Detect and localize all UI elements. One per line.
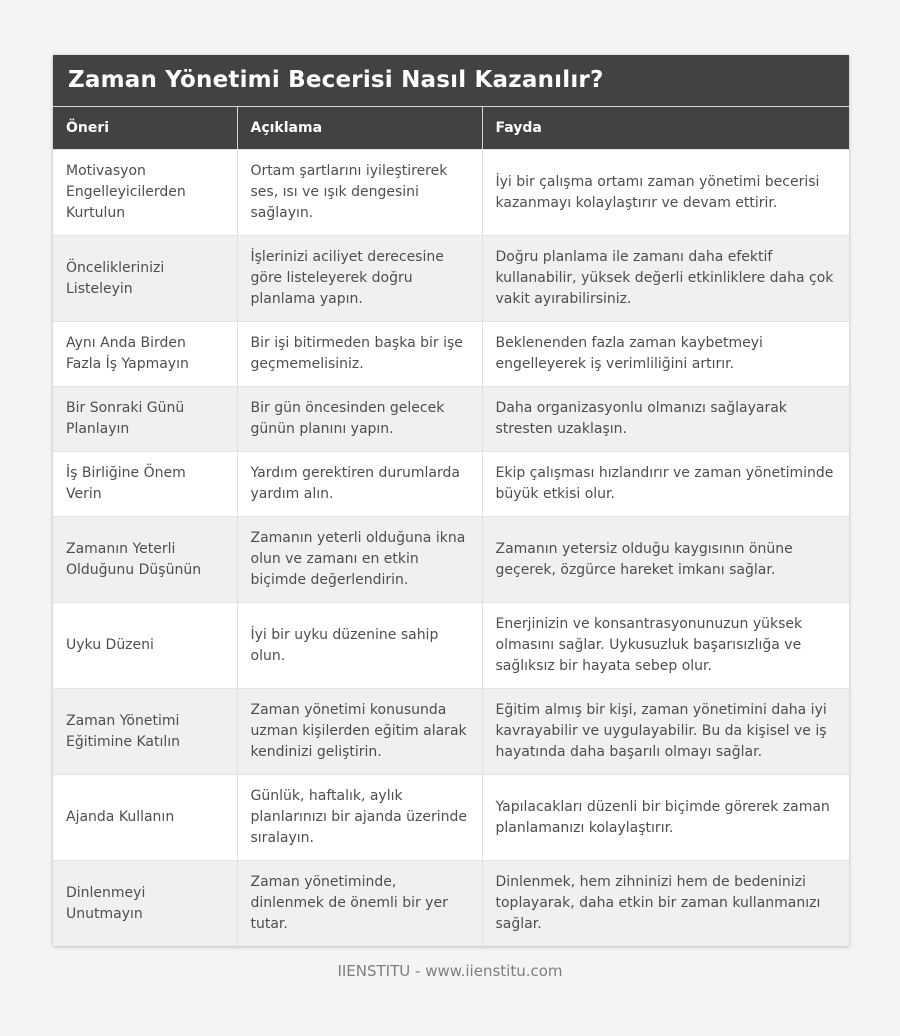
page-title: Zaman Yönetimi Becerisi Nasıl Kazanılır? — [53, 55, 849, 106]
table-row — [53, 775, 849, 861]
table-row — [53, 689, 849, 775]
cell-fayda: Beklenenden fazla zaman kaybetmeyi engelleyerek iş verimliliğini artırır. — [482, 322, 849, 387]
table-row — [53, 452, 849, 517]
cell-fayda: Dinlenmek, hem zihninizi hem de bedeninizi toplayarak, daha etkin bir zaman kullanmanızı sağlar. — [482, 861, 849, 947]
cell-fayda: Daha organizasyonlu olmanızı sağlayarak stresten uzaklaşın. — [482, 387, 849, 452]
column-header-fayda: Fayda — [482, 107, 849, 150]
cell-oneri: Ajanda Kullanın — [53, 775, 237, 861]
cell-aciklama: Zaman yönetiminde, dinlenmek de önemli bir yer tutar. — [237, 861, 482, 947]
time-management-card — [53, 55, 849, 946]
cell-aciklama: İşlerinizi aciliyet derecesine göre listeleyerek doğru planlama yapın. — [237, 236, 482, 322]
table-row — [53, 861, 849, 947]
table-header-row — [53, 107, 849, 150]
table-row — [53, 387, 849, 452]
cell-aciklama: İyi bir uyku düzenine sahip olun. — [237, 603, 482, 689]
cell-fayda: Eğitim almış bir kişi, zaman yönetimini daha iyi kavrayabilir ve uygulayabilir. Bu da kişisel ve iş hayatında daha başarılı olmayı sağlar. — [482, 689, 849, 775]
cell-oneri: Bir Sonraki Günü Planlayın — [53, 387, 237, 452]
cell-oneri: Önceliklerinizi Listeleyin — [53, 236, 237, 322]
cell-aciklama: Günlük, haftalık, aylık planlarınızı bir ajanda üzerinde sıralayın. — [237, 775, 482, 861]
cell-aciklama: Zamanın yeterli olduğuna ikna olun ve zamanı en etkin biçimde değerlendirin. — [237, 517, 482, 603]
table-row — [53, 150, 849, 236]
cell-oneri: Uyku Düzeni — [53, 603, 237, 689]
cell-oneri: Zamanın Yeterli Olduğunu Düşünün — [53, 517, 237, 603]
cell-fayda: Zamanın yetersiz olduğu kaygısının önüne geçerek, özgürce hareket imkanı sağlar. — [482, 517, 849, 603]
table-row — [53, 517, 849, 603]
cell-fayda: Yapılacakları düzenli bir biçimde görerek zaman planlamanızı kolaylaştırır. — [482, 775, 849, 861]
table-row — [53, 236, 849, 322]
cell-fayda: İyi bir çalışma ortamı zaman yönetimi becerisi kazanmayı kolaylaştırır ve devam ettirir. — [482, 150, 849, 236]
table-row — [53, 322, 849, 387]
cell-aciklama: Yardım gerektiren durumlarda yardım alın. — [237, 452, 482, 517]
cell-oneri: Dinlenmeyi Unutmayın — [53, 861, 237, 947]
column-header-oneri: Öneri — [53, 107, 237, 150]
cell-fayda: Doğru planlama ile zamanı daha efektif kullanabilir, yüksek değerli etkinliklere daha çok vakit ayırabilirsiniz. — [482, 236, 849, 322]
cell-aciklama: Bir işi bitirmeden başka bir işe geçmemelisiniz. — [237, 322, 482, 387]
cell-fayda: Enerjinizin ve konsantrasyonunuzun yüksek olmasını sağlar. Uykusuzluk başarısızlığa ve sağlıksız bir hayata sebep olur. — [482, 603, 849, 689]
cell-oneri: Aynı Anda Birden Fazla İş Yapmayın — [53, 322, 237, 387]
column-header-aciklama: Açıklama — [237, 107, 482, 150]
cell-oneri: İş Birliğine Önem Verin — [53, 452, 237, 517]
cell-aciklama: Ortam şartlarını iyileştirerek ses, ısı ve ışık dengesini sağlayın. — [237, 150, 482, 236]
cell-oneri: Motivasyon Engelleyicilerden Kurtulun — [53, 150, 237, 236]
tips-table — [53, 106, 849, 946]
cell-oneri: Zaman Yönetimi Eğitimine Katılın — [53, 689, 237, 775]
footer-credit: IIENSTITU - www.iienstitu.com — [337, 962, 563, 980]
cell-aciklama: Zaman yönetimi konusunda uzman kişilerden eğitim alarak kendinizi geliştirin. — [237, 689, 482, 775]
cell-fayda: Ekip çalışması hızlandırır ve zaman yönetiminde büyük etkisi olur. — [482, 452, 849, 517]
cell-aciklama: Bir gün öncesinden gelecek günün planını yapın. — [237, 387, 482, 452]
table-row — [53, 603, 849, 689]
